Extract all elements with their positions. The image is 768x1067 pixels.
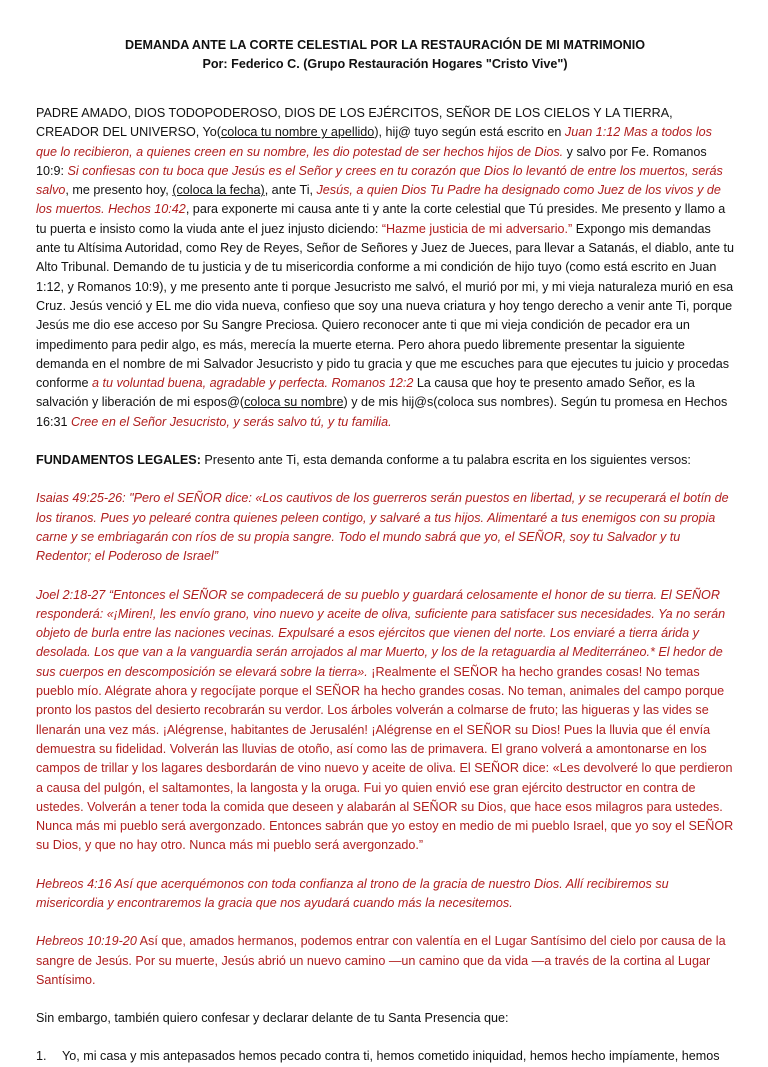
intro-text-8: La causa que hoy te presento amado Señor, es la salvación y liberación de mi espos@( (36, 376, 695, 410)
title-spacer (36, 74, 734, 104)
placeholder-date: (coloca la fecha) (172, 183, 265, 198)
list-item (36, 1047, 734, 1066)
verse-romanos-12: a tu voluntad buena, agradable y perfecta. Romanos 12:2 (92, 376, 414, 391)
fundamentos-text: Presento ante Ti, esta demanda conforme a tu palabra escrita en los siguientes versos: (200, 453, 691, 468)
intro-text-4: , me presento hoy, (65, 183, 173, 198)
joel-ref: Joel 2:18-27 (36, 587, 106, 602)
intro-text-1: PADRE AMADO, DIOS TODOPODEROSO, DIOS DE LOS EJÉRCITOS, SEÑOR DE LOS CIELOS Y LA TIERRA, CREADOR DEL UNIVERSO, Yo( (36, 106, 673, 140)
confession-list (36, 1047, 734, 1066)
document-title: DEMANDA ANTE LA CORTE CELESTIAL POR LA RESTAURACIÓN DE MI MATRIMONIO (124, 38, 646, 52)
list-item-number: 1. (36, 1049, 47, 1064)
placeholder-name: coloca tu nombre y apellido (221, 125, 375, 140)
hebreos-10-paragraph (36, 932, 734, 990)
intro-text-9: ) y de mis hij@s(coloca sus nombres). Según tu promesa en Hechos 16:31 (36, 395, 728, 429)
quote-justicia: “Hazme justicia de mi adversario.” (381, 221, 573, 236)
confesion-paragraph: Sin embargo, también quiero confesar y declarar delante de tu Santa Presencia que: (36, 1011, 509, 1026)
hebreos-10-ref: Hebreos 10:19-20 (36, 934, 137, 949)
verse-hechos-16: Cree en el Señor Jesucristo, y serás salvo tú, y tu familia. (71, 414, 392, 429)
list-item-text: Yo, mi casa y mis antepasados hemos pecado contra ti, hemos cometido iniquidad, hemos hecho impíamente, hemos (62, 1049, 720, 1064)
verse-romanos: Si confiesas con tu boca que Jesús es el Señor y crees en tu corazón que Dios lo levantó de entre los muertos, serás salvo (36, 163, 723, 198)
placeholder-spouse: coloca su nombre (244, 395, 344, 410)
hebreos-4-ref: Hebreos 4:16 (36, 876, 112, 891)
joel-text-b: ¡Realmente el SEÑOR ha hecho grandes cosas! No temas pueblo mío. Alégrate ahora y regocíjate porque el SEÑOR ha hecho grandes cosas. No teman, animales del campo porque pronto los pastos del desierto recobrarán su verdor. Los árboles volverán a colmarse de fruto; las higueras y las vides se llenarán una vez más. ¡Alégrense, habitantes de Jerusalén! ¡Alégrense en el SEÑOR su Dios! Pues la lluvia que él envía demuestra su fidelidad. Volverán las lluvias de otoño, así como las de primavera. El grano volverá a amontonarse en los campos de trillar y los lagares desbordarán de vino nuevo y aceite de oliva. El SEÑOR dice: «Les devolveré lo que perdieron a causa del pulgón, el saltamontes, la langosta y la oruga. Fui yo quien envió ese gran ejército destructor en contra de ustedes. Volverán a tener toda la comida que deseen y alabarán al SEÑOR su Dios, que hace esos milagros para ustedes. Nunca más mi pueblo será avergonzado. Entonces sabrán que yo estoy en medio de mi pueblo Israel, que yo soy el SEÑOR su Dios, y que no hay otro. Nunca más mi pueblo será avergonzado.” (36, 664, 734, 853)
isaias-paragraph (36, 489, 734, 566)
fundamentos-label: FUNDAMENTOS LEGALES: (36, 453, 201, 468)
joel-paragraph (36, 586, 734, 856)
hebreos-10-text: Así que, amados hermanos, podemos entrar con valentía en el Lugar Santísimo del cielo por causa de la sangre de Jesús. Por su muerte, Jesús abrió un nuevo camino —un camino que da vida —a través de la cortina al Lugar Santísimo. (36, 934, 726, 987)
hebreos-4-text: Así que acerquémonos con toda confianza al trono de la gracia de nuestro Dios. Allí recibiremos su misericordia y encontraremos la gracia que nos ayudará cuando más la necesitemos. (36, 876, 669, 910)
intro-text-5: , ante Ti, (264, 183, 317, 198)
intro-text-6: , para exponerte mi causa ante ti y ante la corte celestial que Tú presides. Me presento y llamo a tu puerta e insisto como la viuda ante el juez injusto diciendo: (36, 202, 726, 236)
isaias-text: "Pero el SEÑOR dice: «Los cautivos de los guerreros serán puestos en libertad, y se recuperará el botín de los tiranos. Pues yo pelearé contra quienes peleen contigo, y salvaré a tus hijos. Alimentaré a tus enemigos con su propia carne y se embriagarán con ríos de su propia sangre. Todo el mundo sabrá que yo, el SEÑOR, soy tu Salvador y tu Redentor; el Poderoso de Israel” (36, 491, 729, 564)
joel-text-a: “Entonces el SEÑOR se compadecerá de su pueblo y guardará celosamente el honor de su tierra. El SEÑOR responderá: «¡Miren!, les envío grano, vino nuevo y aceite de oliva, suficiente para satisfacer sus necesidades. Ya no serán objeto de burla entre las naciones vecinas. Expulsaré a esos ejércitos que vienen del norte. Los enviaré a tierra árida y desolada. Los que van a la vanguardia serán arrojados al mar Muerto, y los de la retaguardia al Mediterráneo.* El hedor de sus cuerpos en descomposición se elevará sobre la tierra». (36, 587, 726, 679)
fundamentos-paragraph (36, 451, 734, 470)
intro-text-3: y salvo por Fe. Romanos 10:9: (36, 144, 707, 178)
document-byline: Por: Federico C. (Grupo Restauración Hogares "Cristo Vive") (202, 57, 568, 71)
intro-paragraph (36, 104, 734, 432)
isaias-ref: Isaias 49:25-26: (36, 491, 126, 506)
intro-text-7: Expongo mis demandas ante tu Altísima Autoridad, como Rey de Reyes, Señor de Señores y Juez de Jueces, para llevar a Satanás, el diablo, ante tu Alto Tribunal. Demando de tu justicia y de tu misericordia conforme a mi condición de hijo tuyo (como está escrito en Juan 1:12, y Romanos 10:9), y me presento ante ti porque Jesucristo me salvó, el murió por mi, y mi vieja naturaleza murió en esa Cruz. Jesús venció y EL me dio vida nueva, confieso que soy una nueva criatura y hoy tengo derecho a venir ante Ti, porque Jesús me dio ese acceso por Su Sangre Preciosa. Quiero reconocer ante ti que mi vieja condición de pecador era un impedimento para pedir algo, es más, merecía la muerte eterna. Pero ahora puedo libremente presentar la siguiente demanda en el nombre de mi Salvador Jesucristo y pido tu gracia y que me escuches para que ejecutes tu juicio y procedas conforme (36, 221, 734, 391)
verse-juan: Juan 1:12 Mas a todos los que lo recibieron, a quienes creen en su nombre, les dio potestad de ser hechos hijos de Dios. (36, 125, 712, 159)
verse-hechos-10: Jesús, a quien Dios Tu Padre ha designado como Juez de los vivos y de los muertos. Hechos 10:42 (36, 183, 721, 217)
hebreos-4-paragraph (36, 875, 734, 914)
intro-text-2: ), hij@ tuyo según está escrito en (374, 125, 565, 140)
